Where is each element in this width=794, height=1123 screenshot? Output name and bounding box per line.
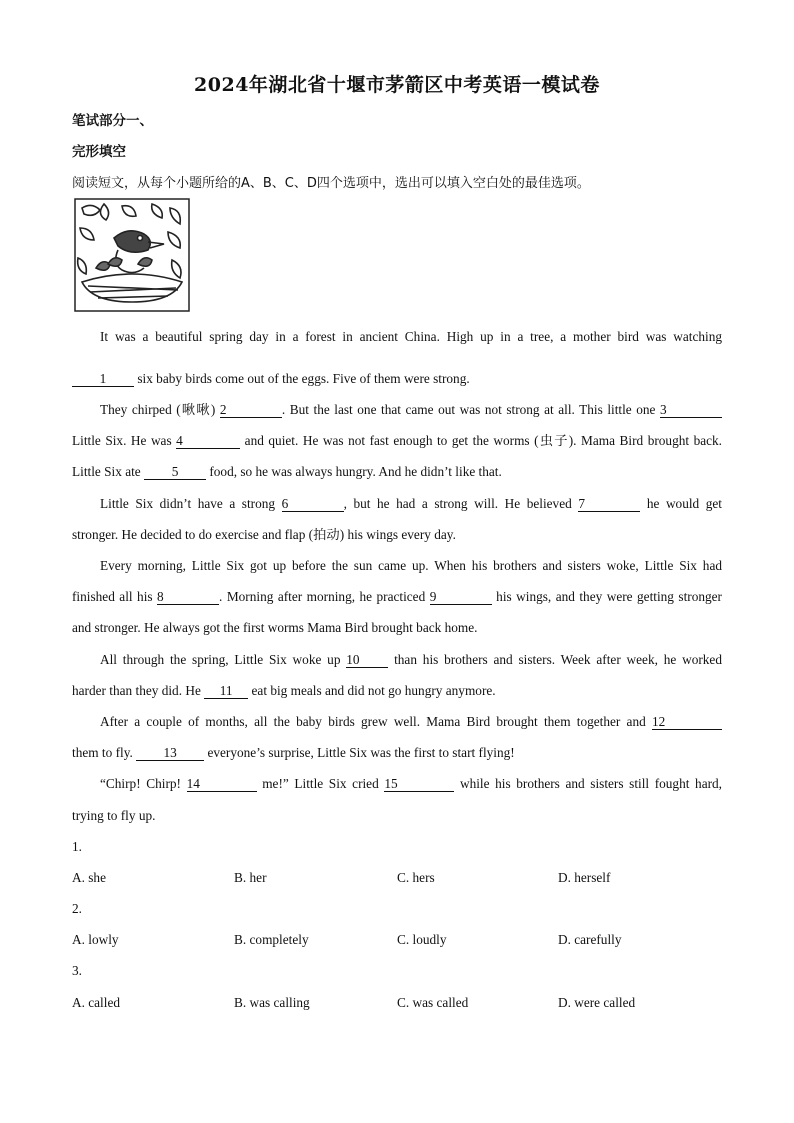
passage-line (72, 745, 722, 761)
question-number: 1. (72, 839, 82, 854)
passage-line (72, 683, 722, 699)
passage-line (72, 808, 722, 824)
blank-11[interactable]: 11 (204, 684, 248, 699)
option-b[interactable]: B. completely (234, 932, 309, 947)
option-d[interactable]: D. carefully (558, 932, 622, 947)
passage-text: six baby birds come out of the eggs. Five of them were strong. (134, 371, 470, 386)
passage-text: They chirped (啾啾) (100, 402, 220, 417)
blank-4[interactable]: 4 (176, 434, 240, 449)
blank-7[interactable]: 7 (578, 497, 640, 512)
passage-text: Little Six didn’t have a strong (100, 496, 282, 511)
blank-8[interactable]: 8 (157, 590, 219, 605)
option-c[interactable]: C. hers (397, 870, 435, 885)
passage-text: he would get (640, 496, 722, 511)
passage-text: them to fly. (72, 745, 137, 760)
passage-text: and stronger. He always got the first worms Mama Bird brought back home. (72, 620, 478, 635)
part-heading: 完形填空 (72, 144, 126, 160)
blank-9[interactable]: 9 (430, 590, 492, 605)
passage-line (72, 652, 722, 668)
instruction-text: 阅读短文，从每个小题所给的A、B、C、D四个选项中，选出可以填入空白处的最佳选项。 (72, 176, 590, 191)
passage-text: It was a beautiful spring day in a forest in ancient China. High up in a tree, a mother bird was watching (100, 329, 722, 344)
passage-text: everyone’s surprise, Little Six was the first to start flying! (204, 745, 515, 760)
passage-text: All through the spring, Little Six woke up (100, 652, 347, 667)
passage-line (72, 776, 722, 792)
passage-text: me!” Little Six cried (256, 776, 385, 791)
blank-3[interactable]: 3 (660, 403, 722, 418)
passage-line (72, 371, 722, 387)
passage-text: while his brothers and sisters still fought hard, (454, 776, 722, 791)
blank-1[interactable]: 1 (72, 372, 134, 387)
passage-text: Little Six ate (72, 464, 145, 479)
passage-text: harder than they did. He (72, 683, 205, 698)
passage-line (72, 496, 722, 512)
passage-line (72, 329, 722, 345)
option-a[interactable]: A. called (72, 995, 120, 1010)
page-title: 2024年湖北省十堰市茅箭区中考英语一模试卷 (194, 74, 600, 96)
option-d[interactable]: D. herself (558, 870, 611, 885)
blank-13[interactable]: 13 (136, 746, 204, 761)
blank-10[interactable]: 10 (346, 653, 388, 668)
passage-line (72, 402, 722, 418)
passage-text: , but he had a strong will. He believed (343, 496, 579, 511)
passage-text: than his brothers and sisters. Week after week, he worked (388, 652, 722, 667)
section-heading: 笔试部分一、 (72, 113, 153, 129)
option-c[interactable]: C. loudly (397, 932, 447, 947)
passage-text: . But the last one that came out was not strong at all. This little one (281, 402, 660, 417)
question-number: 2. (72, 901, 82, 916)
passage-line (72, 464, 722, 480)
passage-line (72, 714, 722, 730)
passage-line (72, 433, 722, 449)
passage-text: . Morning after morning, he practiced (219, 589, 430, 604)
bird-nest-illustration (74, 198, 190, 312)
option-a[interactable]: A. lowly (72, 932, 119, 947)
blank-14[interactable]: 14 (187, 777, 257, 792)
blank-6[interactable]: 6 (282, 497, 344, 512)
passage-text: his wings, and they were getting stronger (491, 589, 722, 604)
option-b[interactable]: B. her (234, 870, 267, 885)
passage-text: After a couple of months, all the baby birds grew well. Mama Bird brought them together and (100, 714, 652, 729)
blank-2[interactable]: 2 (220, 403, 282, 418)
passage-line (72, 558, 722, 574)
passage-line (72, 527, 722, 543)
passage-text: finished all his (72, 589, 158, 604)
passage-text: Little Six. He was (72, 433, 177, 448)
passage-text: “Chirp! Chirp! (100, 776, 187, 791)
option-c[interactable]: C. was called (397, 995, 469, 1010)
blank-15[interactable]: 15 (384, 777, 454, 792)
passage-text: and quiet. He was not fast enough to get the worms (虫子). Mama Bird brought back. (240, 433, 723, 448)
passage-text: eat big meals and did not go hungry anymore. (248, 683, 496, 698)
passage-text: trying to fly up. (72, 808, 156, 823)
passage-line (72, 620, 722, 636)
blank-5[interactable]: 5 (144, 465, 206, 480)
blank-12[interactable]: 12 (652, 715, 722, 730)
passage-line (72, 589, 722, 605)
passage-text: food, so he was always hungry. And he didn’t like that. (206, 464, 502, 479)
option-b[interactable]: B. was calling (234, 995, 310, 1010)
question-number: 3. (72, 963, 82, 978)
option-a[interactable]: A. she (72, 870, 106, 885)
option-d[interactable]: D. were called (558, 995, 636, 1010)
passage-text: Every morning, Little Six got up before the sun came up. When his brothers and sisters woke, Little Six had (100, 558, 722, 573)
passage-text: stronger. He decided to do exercise and flap (拍动) his wings every day. (72, 527, 456, 542)
